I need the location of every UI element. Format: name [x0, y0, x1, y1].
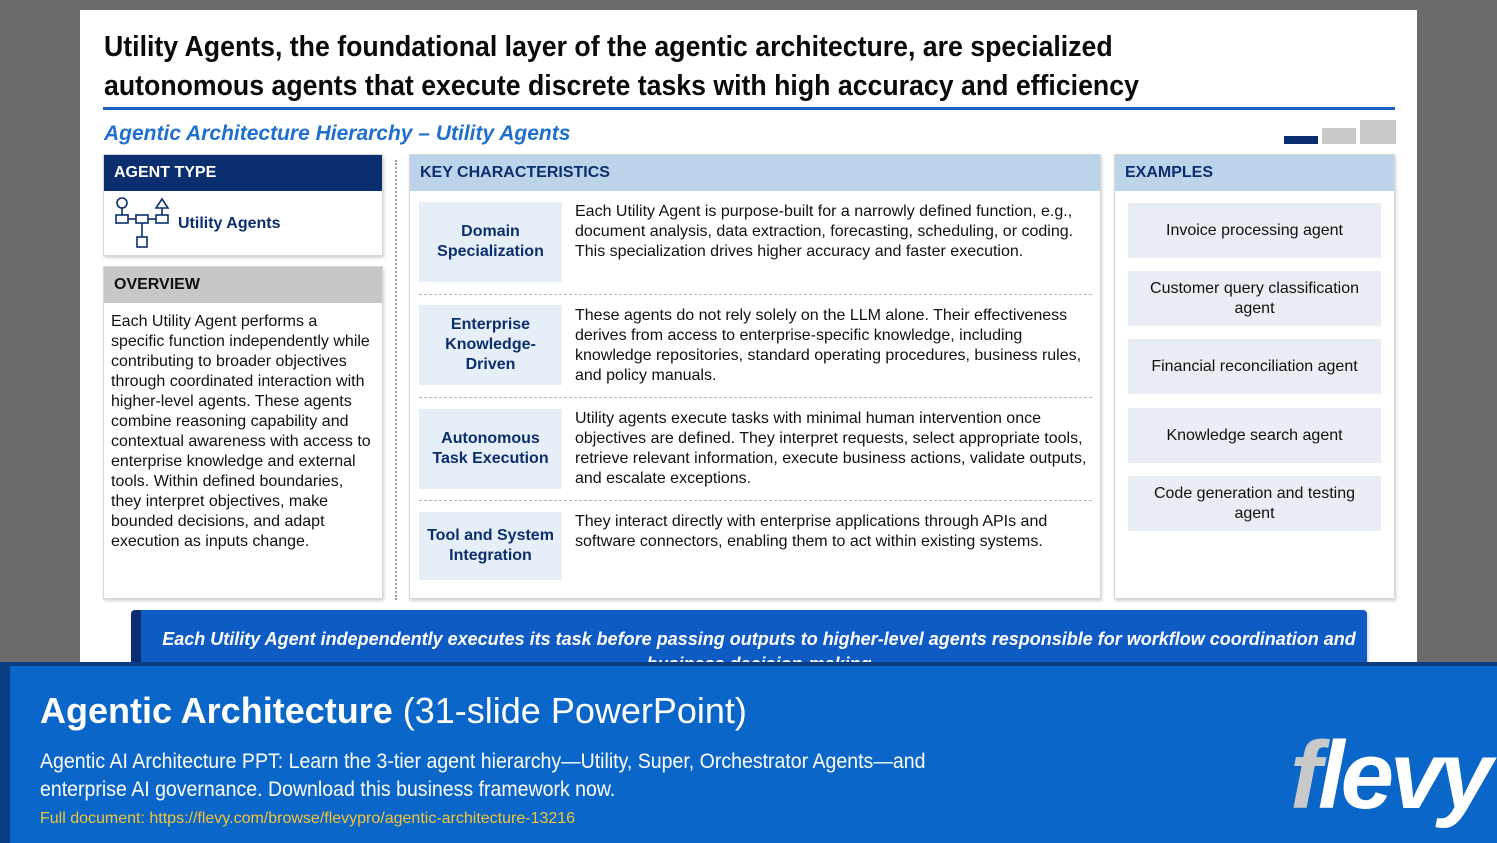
- promo-footer: [0, 662, 1497, 843]
- level-bar-3: [1360, 120, 1396, 144]
- agent-type-card: [103, 154, 383, 256]
- characteristic-label: Tool and System Integration: [419, 512, 562, 580]
- row-divider: [419, 294, 1092, 295]
- column-divider: [395, 160, 397, 600]
- characteristic-text: They interact directly with enterprise applications through APIs and software connectors, enabling them to act within existing systems.: [575, 513, 1048, 550]
- key-characteristics-card: [409, 154, 1101, 599]
- characteristic-text: Each Utility Agent is purpose-built for a narrowly defined function, e.g., document analysis, data extraction, forecasting, scheduling, or coding. This specialization drives higher accuracy and faster execution.: [575, 203, 1074, 260]
- agent-type-header: AGENT TYPE: [104, 155, 382, 191]
- characteristic-label: Autonomous Task Execution: [419, 409, 562, 489]
- characteristic-label: Enterprise Knowledge-Driven: [419, 305, 562, 385]
- footer-document-link[interactable]: Full document: https://flevy.com/browse/flevypro/agentic-architecture-13216: [40, 810, 576, 827]
- examples-header: EXAMPLES: [1115, 155, 1394, 191]
- characteristic-text: Utility agents execute tasks with minimal human intervention once objectives are defined. They interpret requests, select appropriate tools, retrieve relevant information, execute business actions, validate outputs, and escalate exceptions.: [575, 410, 1087, 487]
- summary-banner-text: Each Utility Agent independently executes its task before passing outputs to higher-level agents responsible for workflow coordination and: [162, 629, 1356, 649]
- footer-description: Agentic AI Architecture PPT: Learn the 3-tier agent hierarchy—Utility, Super, Orchestrator Agents—and enterprise AI governance. Download this business framework now.: [40, 750, 926, 801]
- example-item: Customer query classification agent: [1128, 271, 1381, 326]
- row-divider: [419, 500, 1092, 501]
- headline-divider: [103, 107, 1395, 110]
- example-item: Financial reconciliation agent: [1128, 339, 1381, 394]
- footer-top-rule: [0, 662, 1497, 666]
- slide-subtitle: Agentic Architecture Hierarchy – Utility Agents: [104, 122, 571, 145]
- level-bar-1: [1284, 136, 1318, 144]
- hierarchy-icon: [114, 197, 170, 251]
- examples-card: [1114, 154, 1395, 599]
- footer-title-bold: Agentic Architecture: [40, 690, 393, 731]
- slide-headline: Utility Agents, the foundational layer of the agentic architecture, are specialized autonomous agents that execute discrete tasks with high accuracy and efficiency: [104, 31, 1139, 102]
- agent-type-label: Utility Agents: [178, 215, 281, 232]
- footer-title: [40, 690, 747, 732]
- example-item: Invoice processing agent: [1128, 203, 1381, 258]
- level-bar-2: [1322, 128, 1356, 144]
- key-characteristics-header: KEY CHARACTERISTICS: [410, 155, 1100, 191]
- summary-banner: [131, 610, 1367, 670]
- row-divider: [419, 397, 1092, 398]
- footer-edge: [0, 662, 10, 843]
- overview-text: Each Utility Agent performs a specific function independently while contributing to broader objectives through coordinated interaction with higher-level agents. These agents combine reasoning capability and contextual awareness with access to enterprise knowledge and external tools. Within defined boundaries, they interpret objectives, make bounded decisions, and adapt execution as inputs change.: [111, 313, 371, 550]
- footer-title-rest: (31-slide PowerPoint): [392, 690, 747, 731]
- characteristic-text: These agents do not rely solely on the LLM alone. Their effectiveness derives from access to enterprise-specific knowledge, including knowledge repositories, standard operating procedures, business rules, and policy manuals.: [575, 307, 1082, 384]
- example-item: Knowledge search agent: [1128, 408, 1381, 463]
- example-item: Code generation and testing agent: [1128, 476, 1381, 531]
- flevy-logo[interactable]: flevy: [1290, 722, 1489, 829]
- overview-card: [103, 266, 383, 599]
- characteristic-label: Domain Specialization: [419, 202, 562, 282]
- hierarchy-level-indicator: [1284, 120, 1396, 144]
- agent-type-row: [104, 191, 382, 257]
- overview-header: OVERVIEW: [104, 267, 382, 303]
- slide: [80, 10, 1417, 670]
